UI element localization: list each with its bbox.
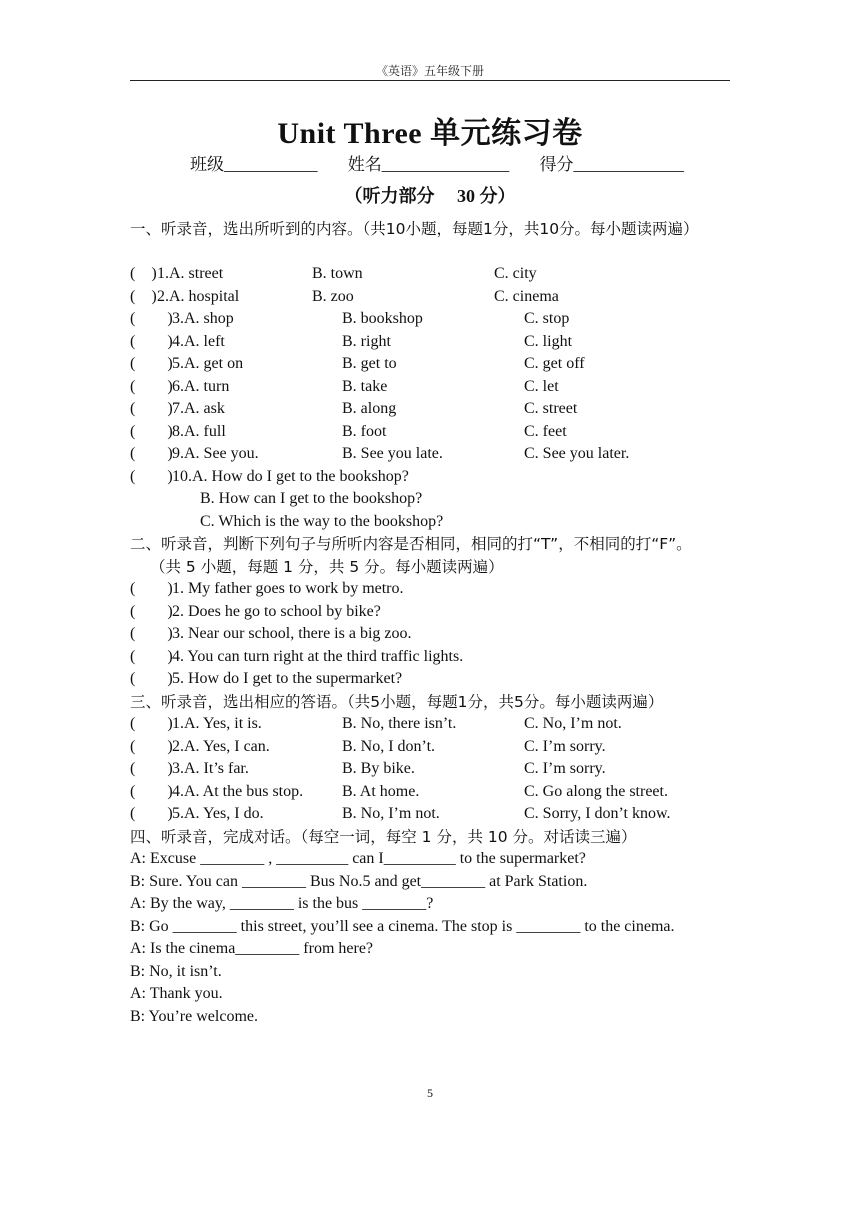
dialogue-line: A: Thank you. bbox=[130, 985, 223, 1002]
option-a: 7.A. ask bbox=[172, 400, 225, 417]
s3-question bbox=[130, 713, 740, 736]
option-a: 2.A. Yes, I can. bbox=[172, 737, 270, 755]
dialogue-line: B: Sure. You can ________ Bus No.5 and get________ at Park Station. bbox=[130, 872, 588, 890]
answer-paren: ( ) bbox=[130, 377, 173, 395]
section3-heading: 三、听录音，选出相应的答语。（共5小题，每题1分，共5分。每小题读两遍） bbox=[130, 692, 664, 711]
s2-statement bbox=[130, 623, 740, 646]
s1-question bbox=[130, 353, 740, 376]
statement-text: 4. You can turn right at the third traffic lights. bbox=[172, 647, 464, 665]
answer-paren: ( ) bbox=[130, 265, 157, 282]
answer-paren: ( ) bbox=[130, 602, 173, 620]
listening-part-label: （听力部分 30 分） bbox=[344, 186, 516, 206]
answer-paren: ( ) bbox=[130, 422, 173, 440]
option-b: B. No, there isn’t. bbox=[342, 715, 457, 732]
option-b: B. By bike. bbox=[342, 760, 415, 777]
option-b: B. How can I get to the bookshop? bbox=[200, 490, 423, 507]
option-a: 10.A. How do I get to the bookshop? bbox=[172, 467, 409, 485]
answer-paren: ( ) bbox=[130, 782, 173, 800]
s2-statement bbox=[130, 646, 740, 669]
s2-statement bbox=[130, 668, 740, 691]
option-b: B. No, I don’t. bbox=[342, 737, 436, 755]
option-b: B. See you late. bbox=[342, 445, 443, 462]
s1-question-10 bbox=[130, 466, 740, 489]
option-c: C. cinema bbox=[494, 287, 559, 305]
option-c: C. light bbox=[524, 332, 573, 350]
score-field: 得分_____________ bbox=[539, 155, 684, 174]
answer-paren: ( ) bbox=[130, 467, 173, 485]
option-b: B. foot bbox=[342, 422, 387, 440]
option-c: C. Sorry, I don’t know. bbox=[524, 805, 671, 822]
s2-statement bbox=[130, 578, 740, 601]
statement-text: 5. How do I get to the supermarket? bbox=[172, 670, 403, 687]
s1-question-10-c bbox=[130, 511, 740, 534]
section4-heading: 四、听录音，完成对话。（每空一词，每空 1 分，共 10 分。对话读三遍） bbox=[130, 827, 637, 846]
answer-paren: ( ) bbox=[130, 670, 173, 687]
option-c: C. See you later. bbox=[524, 445, 630, 462]
s2-statement bbox=[130, 601, 740, 624]
option-b: B. town bbox=[312, 265, 363, 282]
option-b: B. bookshop bbox=[342, 310, 423, 327]
option-c: C. street bbox=[524, 400, 578, 417]
option-b: B. get to bbox=[342, 355, 397, 372]
dialogue-line: B: No, it isn’t. bbox=[130, 962, 222, 980]
s1-question-10-b bbox=[130, 488, 740, 511]
statement-text: 3. Near our school, there is a big zoo. bbox=[172, 625, 412, 642]
answer-paren: ( ) bbox=[130, 625, 173, 642]
s1-question bbox=[130, 286, 740, 309]
section1-heading: 一、听录音，选出所听到的内容。（共10小题，每题1分，共10分。每小题读两遍） bbox=[130, 220, 699, 238]
option-b: B. zoo bbox=[312, 287, 354, 305]
option-c: C. I’m sorry. bbox=[524, 737, 606, 755]
option-c: C. Go along the street. bbox=[524, 782, 668, 800]
option-c: C. I’m sorry. bbox=[524, 760, 606, 777]
section2-heading: 二、听录音，判断下列句子与所听内容是否相同，相同的打“T”，不相同的打“F”。 bbox=[130, 535, 692, 553]
page-header: 《英语》五年级下册 bbox=[375, 64, 484, 78]
s1-question bbox=[130, 398, 740, 421]
option-a: 5.A. Yes, I do. bbox=[172, 805, 264, 822]
student-info bbox=[190, 150, 710, 175]
option-a: 6.A. turn bbox=[172, 377, 230, 395]
option-b: B. No, I’m not. bbox=[342, 805, 440, 822]
option-a: 4.A. At the bus stop. bbox=[172, 782, 304, 800]
option-c: C. No, I’m not. bbox=[524, 715, 622, 732]
option-a: 3.A. shop bbox=[172, 310, 234, 327]
dialogue-line: B: Go ________ this street, you’ll see a cinema. The stop is ________ to the cinema. bbox=[130, 917, 675, 935]
answer-paren: ( ) bbox=[130, 760, 173, 777]
option-a: 9.A. See you. bbox=[172, 445, 259, 462]
dialogue-line: A: Excuse ________ , _________ can I_________ to the supermarket? bbox=[130, 850, 586, 867]
s1-question bbox=[130, 376, 740, 399]
class-field: 班级___________ bbox=[190, 155, 318, 174]
answer-paren: ( ) bbox=[130, 400, 173, 417]
statement-text: 1. My father goes to work by metro. bbox=[172, 580, 404, 597]
option-c: C. stop bbox=[524, 310, 570, 327]
option-a: 3.A. It’s far. bbox=[172, 760, 249, 777]
page-number: 5 bbox=[427, 1086, 433, 1100]
answer-paren: ( ) bbox=[130, 580, 173, 597]
answer-paren: ( ) bbox=[130, 332, 173, 350]
answer-paren: ( ) bbox=[130, 287, 157, 305]
answer-paren: ( ) bbox=[130, 737, 173, 755]
section2-subheading: （共 5 小题，每题 1 分，共 5 分。每小题读两遍） bbox=[150, 557, 504, 576]
answer-paren: ( ) bbox=[130, 715, 173, 732]
option-c: C. Which is the way to the bookshop? bbox=[200, 512, 444, 530]
s1-question bbox=[130, 263, 740, 286]
option-b: B. along bbox=[342, 400, 397, 417]
option-a: 8.A. full bbox=[172, 422, 226, 440]
option-b: B. right bbox=[342, 332, 391, 350]
option-b: B. take bbox=[342, 377, 388, 395]
header-rule bbox=[130, 80, 730, 81]
answer-paren: ( ) bbox=[130, 310, 173, 327]
answer-paren: ( ) bbox=[130, 445, 173, 462]
option-c: C. city bbox=[494, 265, 537, 282]
page-title: Unit Three 单元练习卷 bbox=[277, 117, 583, 150]
s3-question bbox=[130, 803, 740, 826]
option-a: 4.A. left bbox=[172, 332, 225, 350]
name-field: 姓名_______________ bbox=[347, 155, 510, 174]
option-b: B. At home. bbox=[342, 782, 420, 800]
s1-question bbox=[130, 443, 740, 466]
option-a: 1.A. Yes, it is. bbox=[172, 715, 262, 732]
answer-paren: ( ) bbox=[130, 355, 173, 372]
option-a: 5.A. get on bbox=[172, 355, 244, 372]
dialogue-line: B: You’re welcome. bbox=[130, 1007, 258, 1025]
exam-content bbox=[130, 218, 740, 1028]
option-c: C. get off bbox=[524, 355, 585, 372]
dialogue-line: A: By the way, ________ is the bus ________? bbox=[130, 895, 434, 912]
s3-question bbox=[130, 736, 740, 759]
answer-paren: ( ) bbox=[130, 805, 173, 822]
s1-question bbox=[130, 331, 740, 354]
s3-question bbox=[130, 758, 740, 781]
s1-question bbox=[130, 308, 740, 331]
option-a: 2.A. hospital bbox=[157, 287, 240, 305]
answer-paren: ( ) bbox=[130, 647, 173, 665]
dialogue-line: A: Is the cinema________ from here? bbox=[130, 940, 374, 957]
s1-question bbox=[130, 421, 740, 444]
statement-text: 2. Does he go to school by bike? bbox=[172, 602, 381, 620]
s3-question bbox=[130, 781, 740, 804]
option-c: C. let bbox=[524, 377, 559, 395]
option-a: 1.A. street bbox=[157, 265, 224, 282]
option-c: C. feet bbox=[524, 422, 567, 440]
